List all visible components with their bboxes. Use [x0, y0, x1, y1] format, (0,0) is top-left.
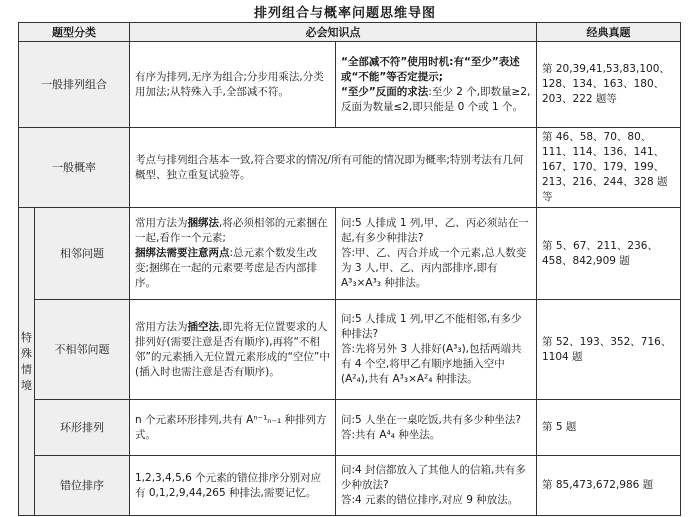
category-cell: 一般排列组合 [19, 42, 130, 128]
side-char: 情 [21, 362, 32, 376]
knowledge-cell: 1,2,3,4,5,6 个元素的错位排序分别对应有 0,1,2,9,44,265 种排法,需要记忆。 [130, 456, 336, 516]
examples-cell: 第 52、193、352、716、1104 题 [537, 300, 681, 400]
category-cell: 错位排序 [35, 456, 130, 516]
tip-body-head: “至少”反面的求法 [341, 85, 429, 98]
knowledge-cell [130, 300, 336, 400]
category-cell: 不相邻问题 [35, 300, 130, 400]
row-general-permutation [19, 42, 681, 128]
side-char: 特 [21, 330, 32, 344]
text: ,即先将无位置要求的人排列好(需要注意是否有顺序),再将“不相邻”的元素插入无位置元素形成的“空位”中(插入时也需注意是否有顺序)。 [135, 320, 330, 378]
examples-cell: 第 46、58、70、80、111、114、136、141、167、170、179、199、213、216、244、328 题等 [537, 128, 681, 208]
tip-cell [336, 42, 537, 128]
answer: 答:甲、乙、丙合并成一个元素,总人数变为 3 人,甲、乙、丙内部排序,即有 A³₃×A³₃ 种排法。 [341, 247, 527, 289]
text-bold: 捆绑法 [187, 217, 219, 229]
text-bold: 插空法 [187, 320, 219, 333]
examples-cell: 第 5 题 [537, 400, 681, 456]
side-char: 殊 [21, 346, 32, 360]
answer: 答:4 元素的错位排序,对应 9 种放法。 [341, 494, 519, 506]
answer: 答:先将另外 3 人排好(A³₃),包括两端共有 4 个空,将甲乙有顺序地插入空中(A²₄),共有 A³₃×A²₄ 种排法。 [341, 343, 522, 385]
tip-head: “全部减不符”使用时机:有“至少”表述或“不能”等否定提示; [341, 55, 520, 83]
category-cell: 环形排列 [35, 400, 130, 456]
question: 问:5 人排成 1 列,甲乙不能相邻,有多少种排法? [341, 313, 522, 340]
qa-cell [336, 400, 537, 456]
row-adjacent [19, 208, 681, 300]
row-non-adjacent [19, 300, 681, 400]
tip-body: :至少 2 个,即数量≥2,反面为数量≤2,即只能是 0 个或 1 个。 [341, 85, 531, 113]
text: 常用方法为 [135, 320, 188, 333]
question: 问:4 封信都放入了其他人的信箱,共有多少种放法? [341, 464, 526, 491]
text-bold: 捆绑法需要注意两点 [135, 247, 230, 259]
knowledge-cell: 有序为排列,无序为组合;分步用乘法,分类用加法;从特殊入手,全部减不符。 [130, 42, 336, 128]
question: 问:5 人坐在一桌吃饭,共有多少种坐法? [341, 413, 521, 426]
examples-cell: 第 5、67、211、236、458、842,909 题 [537, 208, 681, 300]
page-title: 排列组合与概率问题思维导图 [253, 6, 436, 21]
row-general-probability [19, 128, 681, 208]
knowledge-cell: n 个元素环形排列,共有 Aⁿ⁻¹ₙ₋₁ 种排列方式。 [130, 400, 336, 456]
side-char: 境 [21, 378, 32, 392]
text: ,将必须相邻的元素捆在一起,看作一个元素; [135, 217, 328, 244]
special-situation-label [19, 208, 35, 516]
qa-cell [336, 456, 537, 516]
category-cell: 一般概率 [19, 128, 130, 208]
qa-cell [336, 300, 537, 400]
mind-map-table [18, 22, 681, 516]
knowledge-cell: 考点与排列组合基本一致,符合要求的情况/所有可能的情况即为概率;特别考法有几何概型、独立重复试验等。 [130, 128, 537, 208]
category-cell: 相邻问题 [35, 208, 130, 300]
header-category: 题型分类 [19, 23, 130, 42]
knowledge-cell [130, 208, 336, 300]
row-ring [19, 400, 681, 456]
qa-cell [336, 208, 537, 300]
header-knowledge: 必会知识点 [130, 23, 537, 42]
text: :总元素个数发生改变;捆绑在一起的元素要考虑是否内部排序。 [135, 247, 318, 289]
text: 常用方法为 [135, 217, 188, 229]
examples-cell: 第 85,473,672,986 题 [537, 456, 681, 516]
answer: 答:共有 A⁴₄ 种坐法。 [341, 428, 441, 441]
header-row [19, 23, 681, 42]
question: 问:5 人排成 1 列,甲、乙、丙必须站在一起,有多少种排法? [341, 217, 529, 244]
header-examples: 经典真题 [537, 23, 681, 42]
examples-cell: 第 20,39,41,53,83,100、128、134、163、180、203、222 题等 [537, 42, 681, 128]
row-derangement [19, 456, 681, 516]
